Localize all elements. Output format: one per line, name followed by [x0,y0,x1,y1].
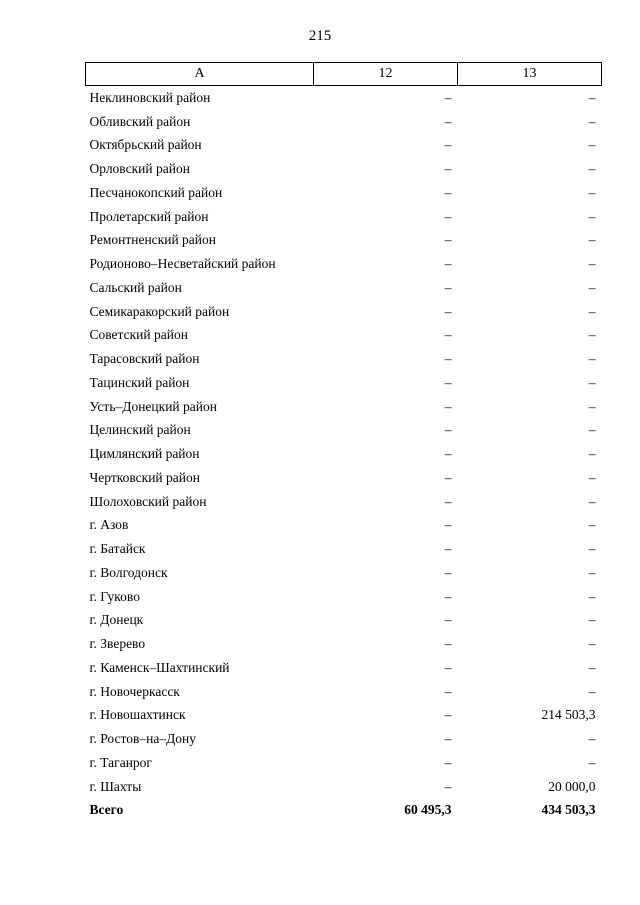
row-col12-cell: – [444,208,452,224]
table-row [86,609,602,633]
table-row [86,727,602,751]
row-col13-cell: – [588,588,596,604]
row-col13-cell: – [588,303,596,319]
table-row [86,300,602,324]
row-col12-cell: – [444,327,452,343]
row-name-cell: г. Шахты [89,778,142,794]
row-col13-cell: – [588,612,596,628]
row-col13-cell: – [588,683,596,699]
row-col13-cell: – [588,232,596,248]
table-row [86,86,602,110]
row-name-cell: Семикаракорский район [89,303,230,319]
row-col13-cell: – [588,517,596,533]
row-col12-cell: – [444,469,452,485]
row-col12-cell: – [444,398,452,414]
row-col12-cell: – [444,707,452,723]
row-col13-cell: – [588,208,596,224]
table-row [86,514,602,538]
row-col12-cell: – [444,636,452,652]
table-row [86,585,602,609]
table-row [86,347,602,371]
row-col13-cell: – [588,446,596,462]
row-col12-cell: – [444,303,452,319]
column-header-a: А [86,63,314,86]
row-col12-cell: – [444,778,452,794]
table-header [86,63,602,86]
row-name-cell: г. Новошахтинск [89,707,186,723]
row-col12-cell: – [444,184,452,200]
row-col13-cell: – [588,731,596,747]
row-name-cell: г. Донецк [89,612,144,628]
table-body [86,86,602,823]
row-col12-cell: – [444,517,452,533]
table-row [86,324,602,348]
table-row [86,466,602,490]
row-col12-cell: – [444,588,452,604]
row-name-cell: г. Волгодонск [89,564,168,580]
row-col13-cell: – [588,493,596,509]
row-col13-cell: – [588,469,596,485]
row-name-cell: Обливский район [89,113,191,129]
row-name-cell: г. Азов [89,517,129,533]
table-row [86,561,602,585]
row-col12-cell: – [444,493,452,509]
row-col12-cell: – [444,89,452,105]
row-name-cell: Ремонтненский район [89,232,216,248]
table-row [86,442,602,466]
total-label-cell: Всего [89,802,124,818]
table-row [86,134,602,158]
table-row [86,656,602,680]
row-col12-cell: – [444,374,452,390]
row-name-cell: г. Таганрог [89,754,152,770]
row-col12-cell: – [444,351,452,367]
row-col13-cell: 20 000,0 [548,778,596,794]
row-name-cell: Шолоховский район [89,493,207,509]
table-row [86,704,602,728]
row-col13-cell: – [588,422,596,438]
row-col13-cell: 214 503,3 [541,707,596,723]
row-col12-cell: – [444,564,452,580]
table-total-row [86,799,602,823]
column-header-13: 13 [458,63,602,86]
table-row [86,252,602,276]
row-col12-cell: – [444,422,452,438]
row-col13-cell: – [588,351,596,367]
row-col12-cell: – [444,232,452,248]
row-col12-cell: – [444,541,452,557]
row-name-cell: Родионово–Несветайский район [89,256,276,272]
row-col12-cell: – [444,659,452,675]
row-col12-cell: – [444,279,452,295]
table-row [86,751,602,775]
row-col13-cell: – [588,754,596,770]
table-row [86,205,602,229]
row-col13-cell: – [588,113,596,129]
total-col12-cell: 60 495,3 [404,802,452,818]
row-col13-cell: – [588,636,596,652]
table-row [86,537,602,561]
row-col12-cell: – [444,446,452,462]
row-col12-cell: – [444,137,452,153]
row-col13-cell: – [588,279,596,295]
table-row [86,157,602,181]
row-col13-cell: – [588,161,596,177]
row-name-cell: Орловский район [89,161,190,177]
total-col13-cell: 434 503,3 [541,802,596,818]
row-name-cell: Песчанокопский район [89,184,223,200]
row-col13-cell: – [588,659,596,675]
table-row [86,490,602,514]
row-col13-cell: – [588,374,596,390]
table-header-row [86,63,602,86]
row-col13-cell: – [588,541,596,557]
row-col13-cell: – [588,256,596,272]
row-col12-cell: – [444,612,452,628]
row-name-cell: г. Новочеркасск [89,683,180,699]
table-row [86,395,602,419]
row-name-cell: Целинский район [89,422,191,438]
row-name-cell: Советский район [89,327,188,343]
row-col13-cell: – [588,564,596,580]
row-name-cell: г. Зверево [89,636,146,652]
row-col12-cell: – [444,256,452,272]
table-row [86,181,602,205]
row-col13-cell: – [588,327,596,343]
row-name-cell: Тарасовский район [89,351,200,367]
row-col12-cell: – [444,161,452,177]
row-name-cell: Цимлянский район [89,446,200,462]
row-name-cell: г. Каменск–Шахтинский [89,659,230,675]
row-col13-cell: – [588,89,596,105]
row-name-cell: Октябрьский район [89,137,202,153]
table-row [86,632,602,656]
row-name-cell: г. Гуково [89,588,140,604]
row-col13-cell: – [588,184,596,200]
table-row [86,775,602,799]
row-name-cell: Чертковский район [89,469,200,485]
data-table-container [85,62,601,822]
table-row [86,419,602,443]
page-number: 215 [308,28,332,44]
row-col13-cell: – [588,398,596,414]
row-name-cell: Усть–Донецкий район [89,398,217,414]
row-col12-cell: – [444,731,452,747]
table-row [86,680,602,704]
row-col12-cell: – [444,113,452,129]
row-name-cell: Неклиновский район [89,89,211,105]
row-name-cell: г. Ростов–на–Дону [89,731,197,747]
table-row [86,276,602,300]
row-col12-cell: – [444,754,452,770]
data-table [85,62,602,822]
row-col12-cell: – [444,683,452,699]
row-name-cell: Пролетарский район [89,208,209,224]
row-name-cell: Сальский район [89,279,182,295]
row-name-cell: Тацинский район [89,374,190,390]
row-name-cell: г. Батайск [89,541,146,557]
table-row [86,371,602,395]
table-row [86,229,602,253]
table-row [86,110,602,134]
column-header-12: 12 [314,63,458,86]
row-col13-cell: – [588,137,596,153]
